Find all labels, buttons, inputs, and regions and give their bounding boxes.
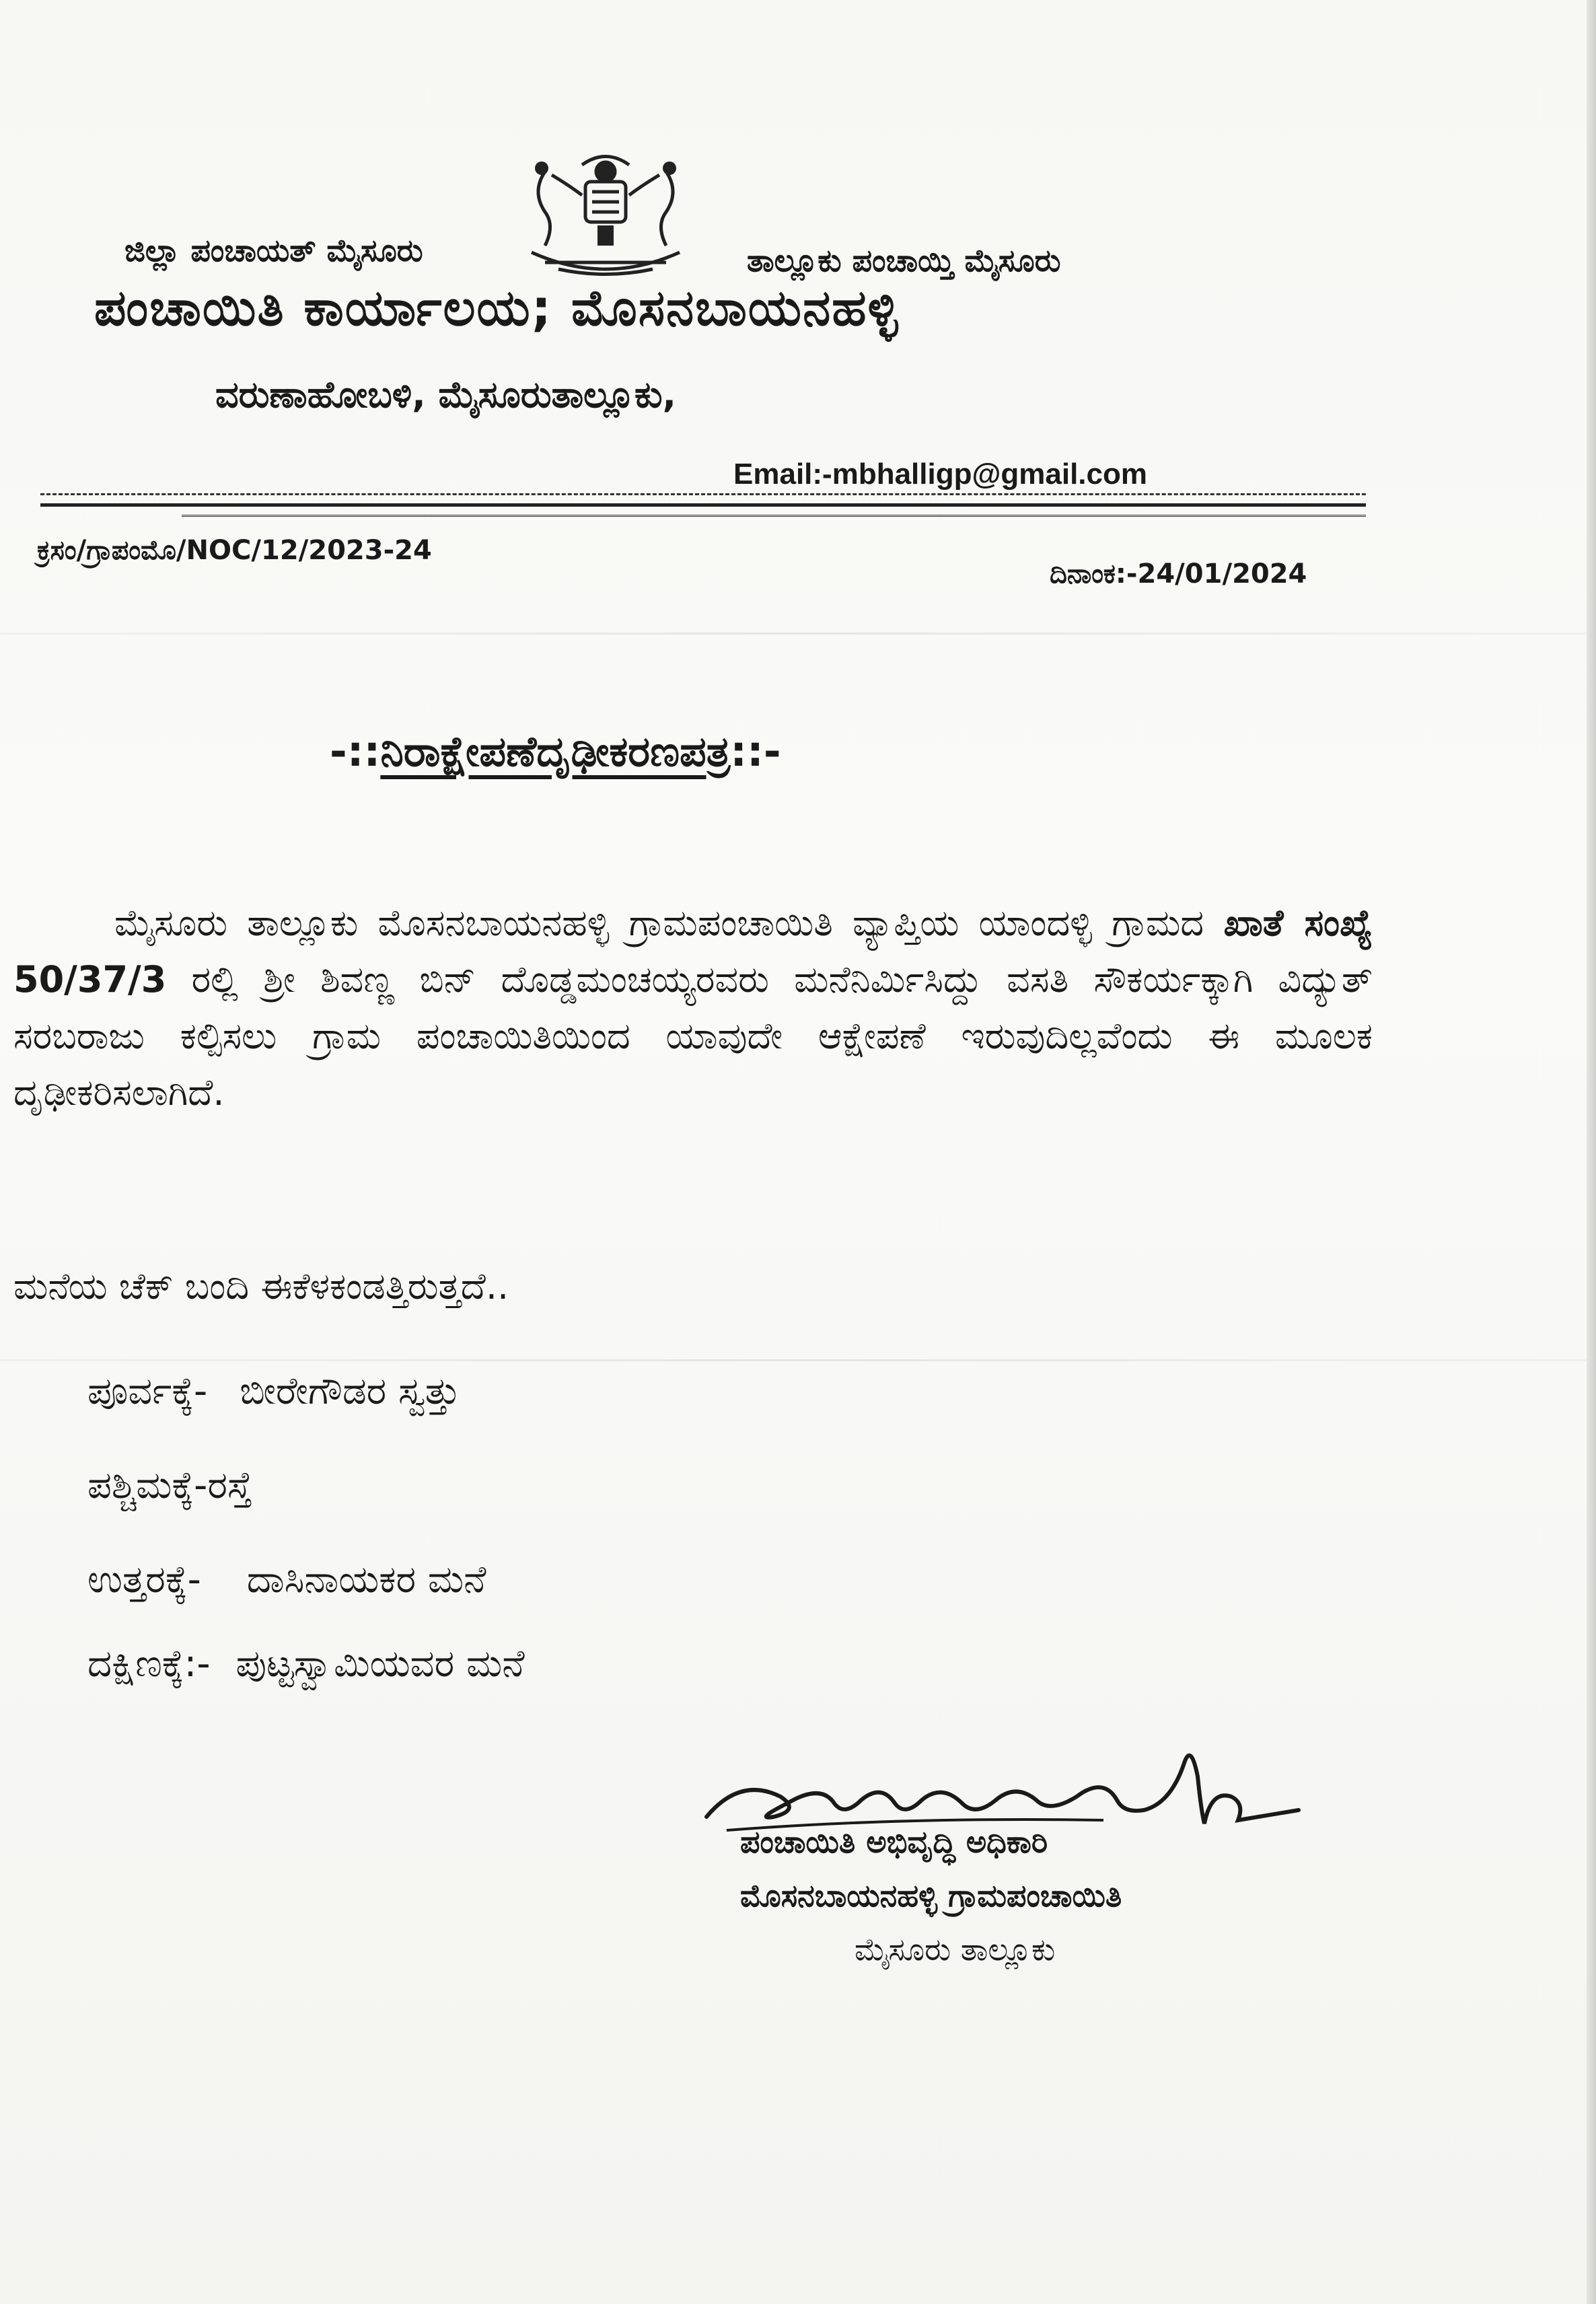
reference-number: ಕ್ರಸಂ/ಗ್ರಾಪಂಮೊ/NOC/12/2023-24 bbox=[37, 535, 432, 566]
paper-edge bbox=[1587, 0, 1596, 2304]
certificate-body bbox=[13, 895, 1373, 1121]
boundary-east bbox=[87, 1369, 460, 1414]
signatory-designation: ಪಂಚಾಯಿತಿ ಅಭಿವೃದ್ಧಿ ಅಧಿಕಾರಿ bbox=[740, 1824, 1048, 1860]
office-title: ಪಂಚಾಯಿತಿ ಕಾರ್ಯಾಲಯ; ಮೊಸನಬಾಯನಹಳ್ಳಿ bbox=[94, 279, 900, 337]
boundary-west bbox=[87, 1464, 252, 1508]
boundary-intro: ಮನೆಯ ಚೆಕ್ ಬಂದಿ ಈಕೆಳಕಂಡತ್ತಿರುತ್ತದೆ.. bbox=[13, 1265, 509, 1307]
document-date: ದಿನಾಂಕ:-24/01/2024 bbox=[1050, 559, 1307, 589]
body-text-part2: ರಲ್ಲಿ ಶ್ರೀ ಶಿವಣ್ಣ ಬಿನ್ ದೊಡ್ಡಮಂಚಯ್ಯರವರು ಮನೆನಿರ್ಮಿಸಿದ್ದು ವಸತಿ ಸೌಕರ್ಯಕ್ಕಾಗಿ ವಿದ್ಯುತ್ ಸರಬರಾಜು ಕಲ್ಪಿಸಲು ಗ್ರಾಮ ಪಂಚಾಯಿತಿಯಿಂದ ಯಾವುದೇ ಆಕ್ಷೇಪಣೆ ಇರುವುದಿಲ್ಲವೆಂದು ಈ ಮೂಲಕ ದೃಢೀಕರಿಸಲಾಗಿದೆ. bbox=[13, 958, 1373, 1114]
document-title-block bbox=[330, 727, 781, 777]
boundary-direction: ಪೂರ್ವಕ್ಕೆ- bbox=[87, 1369, 208, 1413]
header-divider bbox=[40, 493, 1366, 495]
header-divider bbox=[182, 515, 1366, 521]
boundary-value: ದಾಸಿನಾಯಕರ ಮನೆ bbox=[246, 1558, 486, 1601]
header-divider bbox=[40, 503, 1366, 507]
boundary-south bbox=[87, 1642, 525, 1686]
boundary-value: ಪುಟ್ಟಸ್ವಾಮಿಯವರ ಮನೆ bbox=[235, 1642, 525, 1686]
title-prefix: -:: bbox=[330, 727, 381, 776]
district-panchayat-label: ಜಿಲ್ಲಾ ಪಂಚಾಯತ್ ಮೈಸೂರು bbox=[124, 232, 423, 268]
boundary-value: ಬೀರೇಗೌಡರ ಸ್ವತ್ತು bbox=[240, 1369, 461, 1413]
body-text-part1: ಮೈಸೂರು ತಾಲ್ಲೂಕು ಮೊಸನಬಾಯನಹಳ್ಳಿ ಗ್ರಾಮಪಂಚಾಯಿತಿ ವ್ಯಾಪ್ತಿಯ ಯಾಂದಳ್ಳಿ ಗ್ರಾಮದ bbox=[114, 902, 1204, 944]
boundary-value: ರಸ್ತೆ bbox=[207, 1464, 252, 1507]
document-title: ನಿರಾಕ್ಷೇಪಣೆದೃಢೀಕರಣಪತ್ರ bbox=[380, 727, 731, 776]
taluk-panchayat-label: ತಾಲ್ಲೂಕು ಪಂಚಾಯ್ತಿ ಮೈಸೂರು bbox=[747, 242, 1061, 279]
boundary-direction: ಉತ್ತರಕ್ಕೆ- bbox=[87, 1558, 201, 1601]
paper-fold bbox=[0, 633, 1596, 635]
boundary-direction: ಪಶ್ಚಿಮಕ್ಕೆ- bbox=[87, 1464, 208, 1507]
boundary-direction: ದಕ್ಷಿಣಕ್ಕೆ:- bbox=[87, 1642, 211, 1686]
paper-fold bbox=[0, 1359, 1596, 1361]
title-suffix: ::- bbox=[730, 727, 781, 776]
office-email: Email:-mbhalligp@gmail.com bbox=[733, 458, 1147, 491]
signatory-taluk: ಮೈಸೂರು ತಾಲ್ಲೂಕು bbox=[855, 1931, 1056, 1968]
khata-number: ಖಾತೆ ಸಂಖ್ಯೆ 50/37/3 bbox=[13, 902, 1373, 1001]
signatory-panchayat: ಮೊಸನಬಾಯನಹಳ್ಳಿ ಗ್ರಾಮಪಂಚಾಯಿತಿ bbox=[740, 1877, 1122, 1914]
boundary-north bbox=[87, 1558, 486, 1602]
state-emblem-icon bbox=[518, 145, 693, 279]
office-address: ವರುಣಾಹೋಬಳಿ, ಮೈಸೂರುತಾಲ್ಲೂಕು, bbox=[215, 373, 677, 416]
